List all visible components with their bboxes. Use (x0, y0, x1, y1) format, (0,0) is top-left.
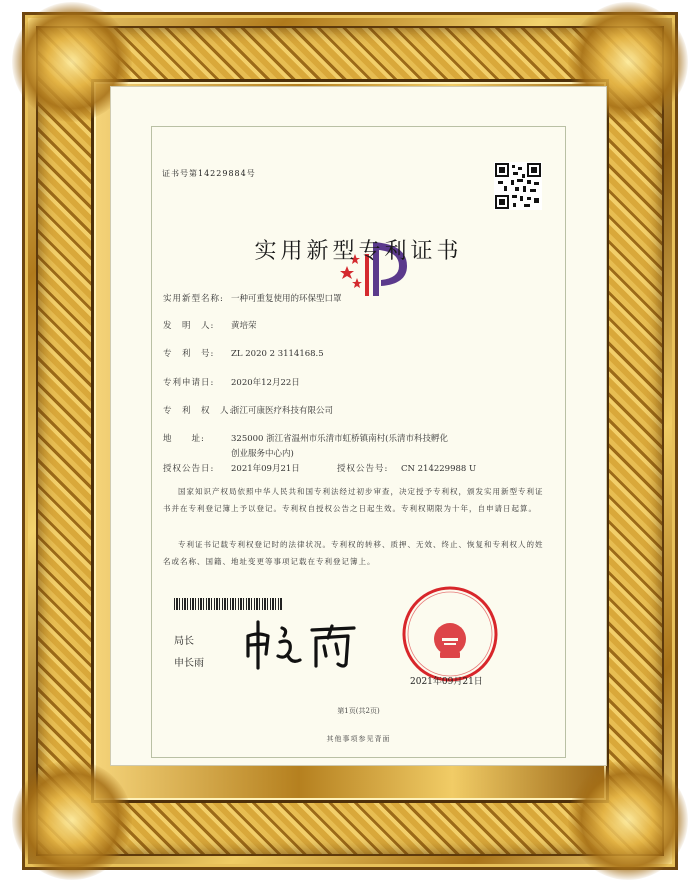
official-seal-icon (400, 584, 500, 684)
grant-paragraph: 国家知识产权局依照中华人民共和国专利法经过初步审查，决定授予专利权，颁发实用新型专利证书并在专利登记簿上予以登记。专利权自授权公告之日起生效。专利权期限为十年，自申请日起算。 (163, 487, 544, 513)
seal-date: 2021年09月21日 (410, 677, 483, 687)
field-value: 创业服务中心内) (231, 449, 294, 459)
qr-code-icon (494, 162, 542, 210)
grant-number-label: 授权公告号: (337, 464, 389, 474)
director-signature (242, 616, 360, 672)
grant-date-value: 2021年09月21日 (231, 464, 300, 474)
frame-corner-ornament (12, 760, 132, 880)
certificate-number: 证书号第14229884号 (162, 169, 256, 178)
barcode (174, 598, 282, 610)
field-value: 浙江可康医疗科技有限公司 (231, 406, 334, 416)
field-row-patentee (163, 404, 333, 416)
field-label: 实用新型名称: (163, 294, 224, 304)
director-title: 局长 (174, 636, 194, 647)
director-name: 申长雨 (174, 658, 204, 669)
field-value: 2020年12月22日 (231, 378, 300, 388)
field-row-address (163, 432, 448, 444)
grant-date-label: 授权公告日: (163, 464, 215, 474)
frame-corner-ornament (568, 760, 688, 880)
field-label: 专 利 权 人: (163, 406, 234, 416)
field-value: 325000 浙江省温州市乐清市虹桥镇南村(乐清市科技孵化 (231, 434, 448, 444)
certificate-paper (110, 86, 607, 766)
page-number: 第1页(共2页) (337, 707, 380, 715)
legal-status-paragraph: 专利证书记载专利权登记时的法律状况。专利权的转移、质押、无效、终止、恢复和专利权人的姓名或名称、国籍、地址变更等事项记载在专利登记簿上。 (163, 540, 544, 566)
field-row-application-date (163, 376, 300, 388)
field-row-patent-number (163, 347, 324, 359)
field-row-grant (163, 462, 476, 474)
field-label: 专 利 号: (163, 349, 215, 359)
field-row-inventor (163, 319, 257, 331)
back-note: 其他事项参见背面 (326, 735, 391, 743)
field-row-address-cont (163, 447, 294, 459)
field-row-utility-name (163, 292, 342, 304)
certificate-title: 实用新型专利证书 (254, 239, 463, 264)
field-value: 一种可重复使用的环保型口罩 (231, 294, 342, 304)
field-value: ZL 2020 2 3114168.5 (231, 349, 324, 359)
field-value: 黄培荣 (231, 321, 257, 331)
field-label: 发 明 人: (163, 321, 215, 331)
field-label: 地 址: (163, 434, 205, 444)
field-label: 专利申请日: (163, 378, 215, 388)
grant-number-value: CN 214229988 U (401, 464, 477, 474)
